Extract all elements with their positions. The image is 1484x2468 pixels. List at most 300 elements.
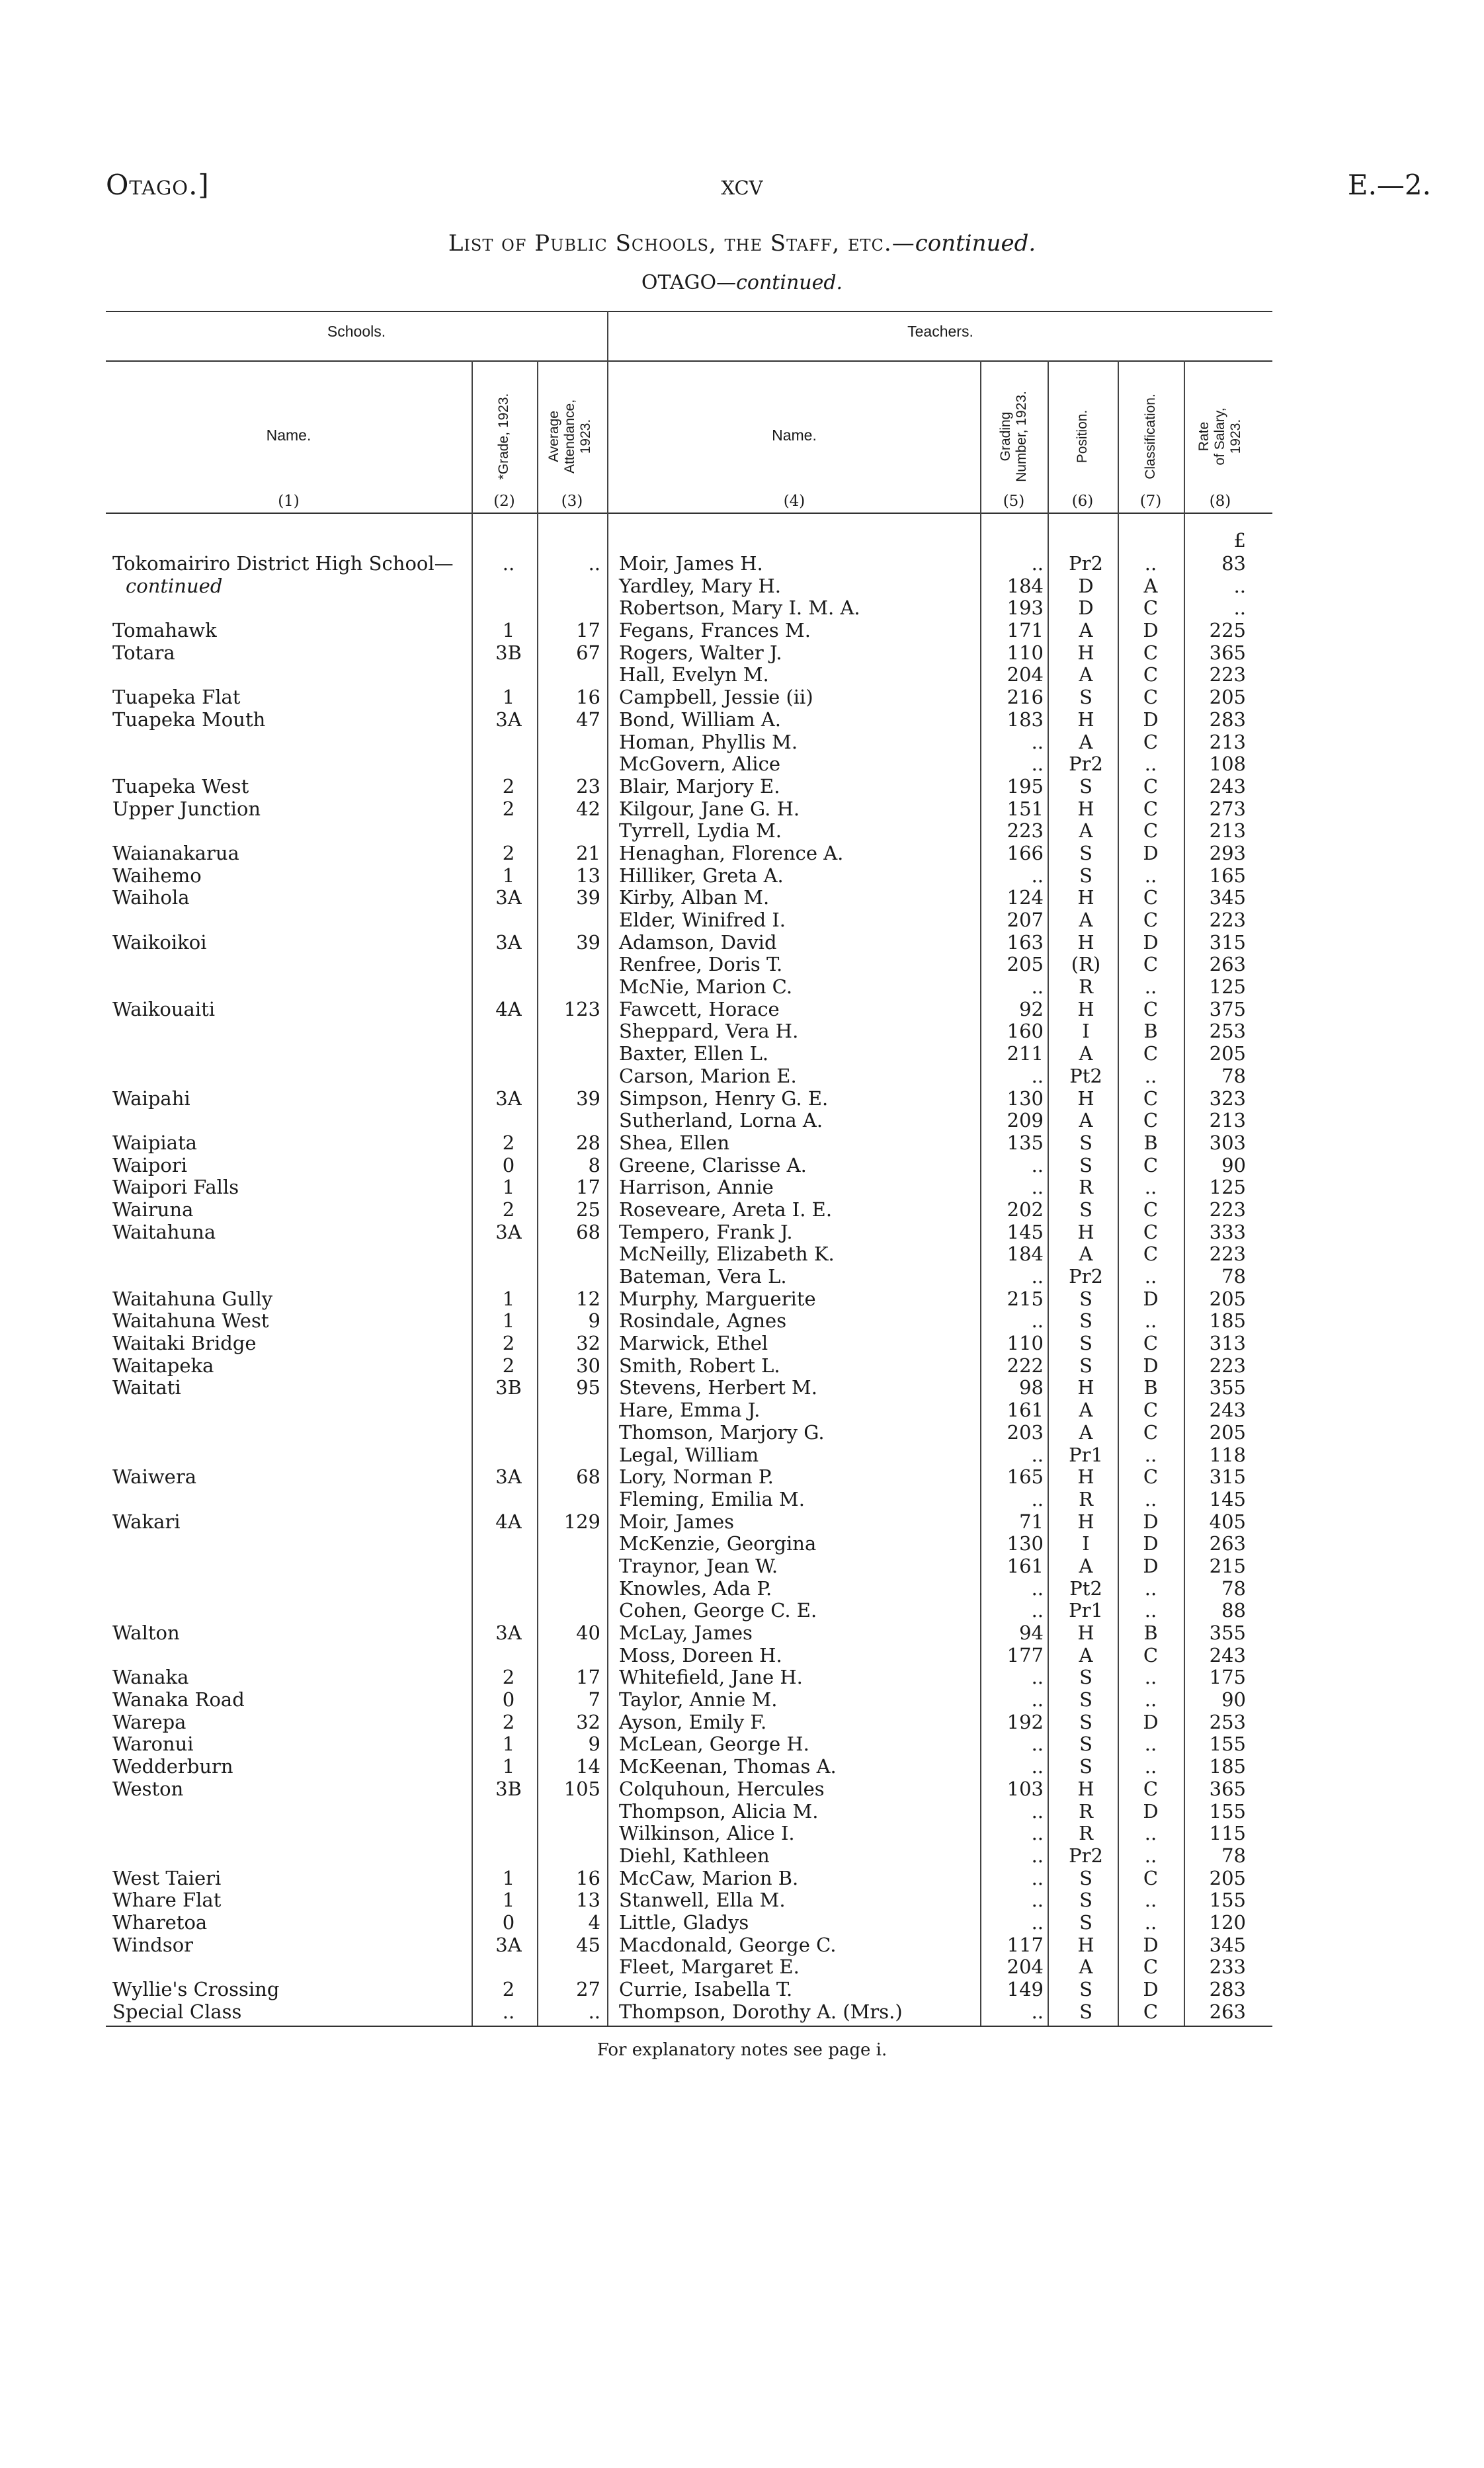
teacher-name: Hilliker, Greta A. (619, 864, 784, 887)
group-schools: Schools. (327, 323, 386, 340)
table-row (0, 642, 1484, 665)
salary-rate: 78 (1221, 1844, 1246, 1867)
teacher-classification: A (1143, 574, 1158, 597)
school-grade: 3B (495, 1376, 522, 1399)
salary-rate: 225 (1209, 619, 1246, 642)
teacher-position: S (1079, 1911, 1092, 1934)
table-row (0, 1845, 1484, 1868)
grading-number: .. (1031, 2000, 1044, 2023)
salary-rate: 355 (1209, 1622, 1246, 1644)
grading-number: 94 (1019, 1622, 1044, 1644)
header-salary (1196, 407, 1244, 465)
grading-number: .. (1031, 1176, 1044, 1199)
school-attendance: 45 (576, 1933, 600, 1956)
salary-rate: 155 (1209, 1733, 1246, 1756)
teacher-name: Hare, Emma J. (619, 1399, 761, 1422)
school-name: Windsor (112, 1933, 194, 1956)
table-bottom-rule (106, 2026, 1272, 2027)
school-grade: 1 (502, 1889, 515, 1912)
grading-number: 151 (1007, 797, 1044, 820)
salary-rate: 405 (1209, 1510, 1246, 1533)
school-name: Wakari (112, 1510, 181, 1533)
school-attendance: 14 (576, 1755, 600, 1778)
teacher-name: Tyrrell, Lydia M. (619, 819, 782, 843)
grading-number: .. (1031, 1153, 1044, 1176)
school-attendance: 68 (576, 1465, 600, 1489)
salary-rate: 313 (1209, 1332, 1246, 1355)
school-name: Waitahuna Gully (112, 1287, 273, 1310)
teacher-classification: .. (1144, 1599, 1157, 1622)
teacher-position: A (1079, 1554, 1093, 1577)
salary-rate: .. (1233, 574, 1246, 597)
teacher-name: Colquhoun, Hercules (619, 1777, 825, 1800)
salary-rate: 213 (1209, 1109, 1246, 1132)
salary-rate: 205 (1209, 1042, 1246, 1065)
teacher-classification: B (1143, 1131, 1158, 1154)
table-row (0, 1466, 1484, 1489)
table-top-rule (106, 311, 1272, 312)
table-row (0, 1733, 1484, 1756)
salary-rate: 108 (1209, 753, 1246, 776)
school-grade: 3B (495, 1777, 522, 1800)
grading-number: 165 (1007, 1465, 1044, 1489)
table-row (0, 976, 1484, 999)
header-attendance-line1: Average (546, 411, 561, 462)
salary-rate: 365 (1209, 641, 1246, 664)
salary-rate: 185 (1209, 1755, 1246, 1778)
grading-number: 124 (1007, 886, 1044, 909)
school-grade: 3A (495, 1622, 522, 1644)
school-name: Waitati (112, 1376, 181, 1399)
teacher-name: Thomson, Marjory G. (619, 1420, 825, 1444)
table-row (0, 1979, 1484, 2001)
grading-number: 145 (1007, 1220, 1044, 1243)
grading-number: 202 (1007, 1198, 1044, 1221)
school-attendance: 39 (576, 886, 600, 909)
salary-rate: 205 (1209, 1866, 1246, 1889)
school-attendance: 23 (576, 774, 600, 798)
teacher-classification: B (1143, 1020, 1158, 1043)
table-row (0, 1110, 1484, 1132)
table-row (0, 1912, 1484, 1934)
teacher-name: Blair, Marjory E. (619, 774, 780, 798)
teacher-position: (R) (1071, 953, 1101, 976)
school-name: Wharetoa (112, 1911, 208, 1934)
column-header-rule (106, 513, 1272, 514)
teacher-name: Yardley, Mary H. (619, 574, 781, 597)
table-row (0, 1221, 1484, 1244)
teacher-name: Sheppard, Vera H. (619, 1020, 799, 1043)
school-grade: 1 (502, 1309, 515, 1333)
teacher-classification: D (1143, 1978, 1159, 2000)
teacher-position: A (1079, 819, 1093, 843)
teacher-classification: C (1143, 730, 1159, 753)
salary-rate: 90 (1221, 1688, 1246, 1711)
grading-number: 177 (1007, 1643, 1044, 1666)
school-name: Waronui (112, 1733, 194, 1756)
salary-rate: 213 (1209, 730, 1246, 753)
school-attendance: 17 (576, 619, 600, 642)
teacher-position: Pr2 (1069, 552, 1103, 575)
school-name: Waitaki Bridge (112, 1332, 257, 1355)
school-attendance: 40 (576, 1622, 600, 1644)
salary-rate: 323 (1209, 1087, 1246, 1110)
salary-rate: 205 (1209, 686, 1246, 709)
teacher-classification: D (1143, 1933, 1159, 1956)
teacher-classification: C (1143, 596, 1159, 620)
teacher-classification: .. (1144, 753, 1157, 776)
table-row (0, 887, 1484, 909)
teacher-position: A (1079, 730, 1093, 753)
school-grade: 2 (502, 1978, 515, 2000)
school-grade: 3A (495, 886, 522, 909)
teacher-position: S (1079, 1153, 1092, 1176)
teacher-position: A (1079, 909, 1093, 931)
header-grading-line1: Grading (998, 411, 1013, 462)
grading-number: .. (1031, 1666, 1044, 1689)
teacher-name: Rosindale, Agnes (619, 1309, 787, 1333)
salary-rate: 175 (1209, 1666, 1246, 1689)
table-row (0, 932, 1484, 954)
table-row (0, 1756, 1484, 1778)
grading-number: .. (1031, 1755, 1044, 1778)
teacher-classification: C (1143, 641, 1159, 664)
teacher-name: McLay, James (619, 1622, 753, 1644)
school-grade: 1 (502, 1755, 515, 1778)
table-row (0, 597, 1484, 620)
teacher-name: Fegans, Frances M. (619, 619, 811, 642)
table-row (0, 1310, 1484, 1333)
salary-rate: 155 (1209, 1799, 1246, 1823)
school-name: Waihemo (112, 864, 202, 887)
teacher-classification: D (1143, 1287, 1159, 1310)
teacher-name: Carson, Marion E. (619, 1064, 797, 1087)
school-attendance: 39 (576, 1087, 600, 1110)
school-name: continued (126, 574, 223, 597)
salary-rate: 283 (1209, 1978, 1246, 2000)
teacher-position: S (1079, 1710, 1092, 1733)
school-attendance: 129 (563, 1510, 600, 1533)
school-attendance: 123 (563, 997, 600, 1020)
teacher-classification: C (1143, 1866, 1159, 1889)
school-attendance: 21 (576, 841, 600, 864)
grading-number: 216 (1007, 686, 1044, 709)
teacher-classification: C (1143, 1109, 1159, 1132)
teacher-name: Diehl, Kathleen (619, 1844, 770, 1867)
grading-number: 215 (1007, 1287, 1044, 1310)
page-number: xcv (721, 169, 763, 201)
school-attendance: 17 (576, 1176, 600, 1199)
teacher-position: S (1079, 1131, 1092, 1154)
salary-rate: 120 (1209, 1911, 1246, 1934)
school-attendance: 39 (576, 930, 600, 954)
grading-number: 203 (1007, 1420, 1044, 1444)
grading-number: 211 (1007, 1042, 1044, 1065)
school-name: Waitahuna (112, 1220, 216, 1243)
school-attendance: 8 (588, 1153, 600, 1176)
teacher-name: Baxter, Ellen L. (619, 1042, 769, 1065)
teacher-name: Kirby, Alban M. (619, 886, 770, 909)
table-row (0, 1711, 1484, 1734)
teacher-name: Lory, Norman P. (619, 1465, 774, 1489)
colnum-8: (8) (1209, 493, 1231, 510)
salary-rate: 165 (1209, 864, 1246, 887)
school-name: Tuapeka West (112, 774, 249, 798)
teacher-position: D (1078, 596, 1094, 620)
school-attendance: 13 (576, 1889, 600, 1912)
group-header-rule (106, 360, 1272, 362)
teacher-name: Smith, Robert L. (619, 1354, 780, 1377)
grading-number: .. (1031, 1822, 1044, 1845)
teacher-position: S (1079, 686, 1092, 709)
school-name: Upper Junction (112, 797, 261, 820)
teacher-classification: .. (1144, 1309, 1157, 1333)
school-grade: 1 (502, 1287, 515, 1310)
salary-rate: 303 (1209, 1131, 1246, 1154)
school-attendance: 9 (588, 1309, 600, 1333)
salary-rate: 345 (1209, 886, 1246, 909)
teacher-name: Knowles, Ada P. (619, 1577, 772, 1600)
teacher-classification: C (1143, 1399, 1159, 1422)
teacher-name: Traynor, Jean W. (619, 1554, 778, 1577)
teacher-classification: C (1143, 1153, 1159, 1176)
teacher-name: Ayson, Emily F. (619, 1710, 767, 1733)
grading-number: 98 (1019, 1376, 1044, 1399)
table-row (0, 798, 1484, 821)
school-attendance: 32 (576, 1710, 600, 1733)
school-name: Waiwera (112, 1465, 196, 1489)
teacher-position: S (1079, 2000, 1092, 2023)
table-row (0, 575, 1484, 598)
school-name: Wyllie's Crossing (112, 1978, 280, 2000)
grading-number: .. (1031, 1599, 1044, 1622)
salary-rate: 273 (1209, 797, 1246, 820)
currency-symbol: £ (1233, 529, 1246, 552)
teacher-name: Whitefield, Jane H. (619, 1666, 803, 1689)
table-row (0, 1422, 1484, 1444)
teacher-position: H (1077, 997, 1094, 1020)
grading-number: 130 (1007, 1087, 1044, 1110)
teacher-name: McKenzie, Georgina (619, 1532, 817, 1555)
teacher-classification: C (1143, 774, 1159, 798)
salary-rate: 283 (1209, 708, 1246, 731)
school-name: Warepa (112, 1710, 186, 1733)
salary-rate: 125 (1209, 1176, 1246, 1199)
table-row (0, 686, 1484, 709)
grading-number: .. (1031, 1889, 1044, 1912)
teacher-name: Henaghan, Florence A. (619, 841, 844, 864)
school-grade: 2 (502, 774, 515, 798)
school-name: Waitapeka (112, 1354, 214, 1377)
title-suffix: continued. (915, 230, 1036, 257)
grading-number: 163 (1007, 930, 1044, 954)
header-attendance-line2: Attendance, (562, 399, 577, 474)
teacher-position: H (1077, 1376, 1094, 1399)
school-grade: 3A (495, 708, 522, 731)
teacher-classification: .. (1144, 1822, 1157, 1845)
teacher-name: Currie, Isabella T. (619, 1978, 793, 2000)
teacher-name: Rogers, Walter J. (619, 641, 782, 664)
teacher-classification: C (1143, 1087, 1159, 1110)
teacher-name: Campbell, Jessie (ii) (619, 686, 813, 709)
teacher-position: S (1079, 1332, 1092, 1355)
teacher-name: Greene, Clarisse A. (619, 1153, 807, 1176)
teacher-position: H (1077, 886, 1094, 909)
grading-number: .. (1031, 1799, 1044, 1823)
teacher-position: S (1079, 1889, 1092, 1912)
teacher-name: Legal, William (619, 1443, 759, 1466)
teacher-classification: .. (1144, 1666, 1157, 1689)
salary-rate: 83 (1221, 552, 1246, 575)
colnum-7: (7) (1139, 493, 1162, 510)
table-row (0, 1533, 1484, 1555)
teacher-position: Pr1 (1069, 1443, 1103, 1466)
teacher-position: A (1079, 1243, 1093, 1266)
school-attendance: 47 (576, 708, 600, 731)
table-row (0, 664, 1484, 686)
school-name: Wanaka Road (112, 1688, 245, 1711)
teacher-name: McNeilly, Elizabeth K. (619, 1243, 835, 1266)
school-name: Wedderburn (112, 1755, 233, 1778)
salary-rate: 90 (1221, 1153, 1246, 1176)
teacher-classification: C (1143, 909, 1159, 931)
teacher-name: Hall, Evelyn M. (619, 663, 769, 686)
school-name: Waikoikoi (112, 930, 207, 954)
table-row (0, 1176, 1484, 1199)
school-attendance: .. (588, 552, 600, 575)
header-grading (998, 391, 1030, 482)
teacher-classification: .. (1144, 1577, 1157, 1600)
school-attendance: 25 (576, 1198, 600, 1221)
school-name: Tuapeka Mouth (112, 708, 266, 731)
grading-number: .. (1031, 1064, 1044, 1087)
table-row (0, 753, 1484, 776)
grading-number: 193 (1007, 596, 1044, 620)
teacher-name: Fawcett, Horace (619, 997, 780, 1020)
teacher-name: Robertson, Mary I. M. A. (619, 596, 860, 620)
teacher-name: Murphy, Marguerite (619, 1287, 816, 1310)
teacher-position: A (1079, 663, 1093, 686)
table-row (0, 1043, 1484, 1065)
salary-rate: 78 (1221, 1064, 1246, 1087)
grading-number: .. (1031, 552, 1044, 575)
school-attendance: 42 (576, 797, 600, 820)
table-row (0, 1645, 1484, 1667)
table-row (0, 1511, 1484, 1534)
school-name: Wanaka (112, 1666, 189, 1689)
grading-number: .. (1031, 1733, 1044, 1756)
table-row (0, 1355, 1484, 1378)
table-row (0, 865, 1484, 887)
school-name: Wairuna (112, 1198, 194, 1221)
school-attendance: .. (588, 2000, 600, 2023)
school-name: Waikouaiti (112, 997, 216, 1020)
teacher-position: I (1082, 1020, 1090, 1043)
teacher-name: Stevens, Herbert M. (619, 1376, 817, 1399)
salary-rate: 253 (1209, 1020, 1246, 1043)
grading-number: .. (1031, 1577, 1044, 1600)
header-salary-line1: Rate (1196, 421, 1212, 452)
grading-number: 171 (1007, 619, 1044, 642)
header-salary-line2: of Salary, (1212, 407, 1227, 466)
teacher-position: S (1079, 1978, 1092, 2000)
school-grade: 2 (502, 1710, 515, 1733)
salary-rate: 78 (1221, 1577, 1246, 1600)
table-row (0, 1399, 1484, 1422)
table-row (0, 1288, 1484, 1311)
table-row (0, 1956, 1484, 1979)
teacher-name: Cohen, George C. E. (619, 1599, 817, 1622)
salary-rate: 365 (1209, 1777, 1246, 1800)
table-row (0, 709, 1484, 731)
teacher-classification: D (1143, 1799, 1159, 1823)
salary-rate: 253 (1209, 1710, 1246, 1733)
salary-rate: 223 (1209, 1354, 1246, 1377)
header-grade: *Grade, 1923. (496, 393, 511, 480)
grading-number: 192 (1007, 1710, 1044, 1733)
table-row (0, 1155, 1484, 1177)
salary-rate: 88 (1221, 1599, 1246, 1622)
teacher-position: A (1079, 1420, 1093, 1444)
teacher-position: Pr2 (1069, 1265, 1103, 1288)
header-teacher-name: Name. (772, 427, 817, 444)
school-attendance: 30 (576, 1354, 600, 1377)
salary-rate: 345 (1209, 1933, 1246, 1956)
teacher-position: S (1079, 1309, 1092, 1333)
table-row (0, 1020, 1484, 1043)
grading-number: 161 (1007, 1554, 1044, 1577)
footnote: For explanatory notes see page i. (597, 2040, 887, 2060)
grading-number: 223 (1007, 819, 1044, 843)
grading-number: 183 (1007, 708, 1044, 731)
teacher-classification: .. (1144, 1911, 1157, 1934)
school-name: Special Class (112, 2000, 242, 2023)
grading-number: 110 (1007, 641, 1044, 664)
teacher-name: Shea, Ellen (619, 1131, 729, 1154)
table-row (0, 1801, 1484, 1823)
grading-number: .. (1031, 1911, 1044, 1934)
teacher-position: H (1077, 930, 1094, 954)
teacher-name: McCaw, Marion B. (619, 1866, 799, 1889)
table-row (0, 1578, 1484, 1600)
teacher-position: S (1079, 864, 1092, 887)
page-subtitle (0, 271, 1484, 294)
table-row (0, 1600, 1484, 1622)
school-grade: 2 (502, 1666, 515, 1689)
table-row (0, 1243, 1484, 1266)
table-row (0, 1868, 1484, 1890)
header-attendance (546, 399, 594, 473)
school-name: Waianakarua (112, 841, 239, 864)
grading-number: .. (1031, 1866, 1044, 1889)
teacher-name: Roseveare, Areta I. E. (619, 1198, 833, 1221)
table-row (0, 1778, 1484, 1801)
salary-rate: 125 (1209, 975, 1246, 999)
teacher-position: H (1077, 708, 1094, 731)
teacher-classification: D (1143, 1532, 1159, 1555)
grading-number: .. (1031, 753, 1044, 776)
school-grade: .. (502, 2000, 515, 2023)
grading-number: 71 (1019, 1510, 1044, 1533)
table-row (0, 1333, 1484, 1355)
teacher-position: S (1079, 1198, 1092, 1221)
salary-rate: 205 (1209, 1420, 1246, 1444)
teacher-position: Pt2 (1069, 1577, 1102, 1600)
salary-rate: 243 (1209, 774, 1246, 798)
teacher-name: Elder, Winifred I. (619, 909, 786, 931)
school-grade: 2 (502, 1131, 515, 1154)
grading-number: 195 (1007, 774, 1044, 798)
